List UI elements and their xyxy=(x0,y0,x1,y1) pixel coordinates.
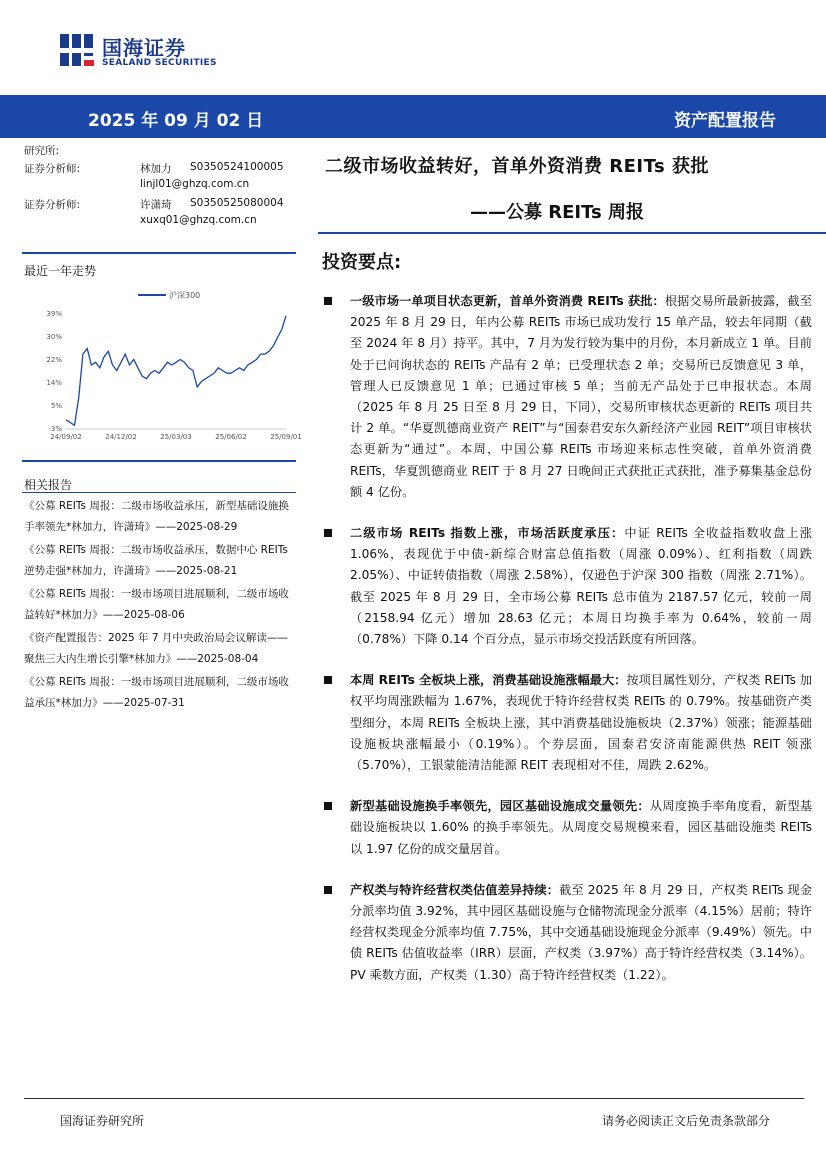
point-text: 按项目属性划分，产权类 REITs 加权平均周涨跌幅为 1.67%，表现优于特许经营权类 REITs 的 0.79%。按基础资产类型细分，本周 REITs 全板块上涨，其中消费基础设施板块（2.37%）领涨；能源基础设施板块涨幅最小（0.19%）。个券层面，国泰君安济南能源供热 REIT 领涨（5.70%），工银蒙能清洁能源 REIT 表现相对不佳，周跌 2.62%。 xyxy=(350,673,812,773)
footer-divider xyxy=(24,1098,804,1099)
chart-y-axis xyxy=(46,310,62,433)
trend-heading: 最近一年走势 xyxy=(24,264,97,278)
point-heading: 一级市场一单项目状态更新，首单外资消费 REITs 获批： xyxy=(350,294,665,308)
analyst-code: S0350525080004 xyxy=(190,197,284,209)
point-text: 根据交易所最新披露，截至 2025 年 8 月 29 日，年内公募 REITs 市场已成功发行 15 单产品，较去年同期（截至 2024 年 8 月）持平。其中，7 月为发行较为集中的月份，本月新成立 1 单。目前处于已问询状态的 REITs 产品有 2 单；已受理状态 2 单；交易所已反馈意见 3 单，管理人已反馈意见 1 单；已通过审核 5 单；当前无产品处于已申报状态。本周（2025 年 8 月 25 日至 8 月 29 日，下同），交易所审核状态更新的 REITs 项目共计 2 单。“华夏凯德商业资产 REIT”与“国泰君安东久新经济产业园 REIT”项目审核状态更新为“通过”。本周，中国公募 REITs 市场迎来标志性突破，首单外资消费 REITs，华夏凯德商业 REIT 于 8 月 27 日晚间正式获批正式获批，准予募集基金总份额 4 亿份。 xyxy=(350,294,813,499)
y-tick-label: 5% xyxy=(50,402,62,410)
y-tick-label: -3% xyxy=(48,425,62,433)
point-heading: 新型基础设施换手率领先，园区基础设施成交量领先： xyxy=(350,799,650,814)
analyst-code: S0350524100005 xyxy=(190,161,284,173)
point-heading: 产权类与特许经营权类估值差异持续： xyxy=(350,882,560,897)
bullet-icon xyxy=(324,676,332,684)
related-report-link[interactable]: 《公募 REITs 周报：一级市场项目进展顺利，二级市场收益承压*林加力》——2025-07-31 xyxy=(24,676,289,709)
point-text: 从周度换手率角度看，新型基础设施板块以 1.60% 的换手率领先。从周度交易规模来看，园区基础设施类 REITs 以 1.97 亿份的成交量居首。 xyxy=(350,799,813,856)
point-text: 中证 REITs 全收益指数收盘上涨 1.06%，表现优于中债-新综合财富总值指数（周涨 0.09%）、红利指数（周跌 2.05%）、中证转债指数（周涨 2.58%），仅逊色于沪深 300 指数（周涨 2.71%）。截至 2025 年 8 月 29 日，全市场公募 REITs 总市值为 2187.57 亿元，较前一周（2158.94 亿元）增加 28.63 亿元；本周日均换手率为 0.64%，较前一周（0.78%）下降 0.14 个百分点，显示市场交投活跃度有所回落。 xyxy=(350,526,812,647)
bullet-icon xyxy=(324,886,332,894)
point-heading: 二级市场 REITs 指数上涨，市场活跃度承压： xyxy=(350,526,625,541)
brand-mark-icon xyxy=(58,30,98,70)
analyst-email[interactable]: xuxq01@ghzq.com.cn xyxy=(140,214,257,226)
analyst-row xyxy=(24,159,296,178)
chart-legend xyxy=(138,290,200,300)
legend-label: 沪深300 xyxy=(169,291,201,300)
chart-x-axis xyxy=(50,429,301,441)
y-tick-label: 39% xyxy=(46,310,62,318)
analyst-label: 证券分析师: xyxy=(24,199,81,211)
x-tick-label: 25/09/01 xyxy=(270,433,302,441)
related-report-link[interactable]: 《公募 REITs 周报：一级市场项目进展顺利，二级市场收益转好*林加力》——2025-08-06 xyxy=(24,588,289,621)
related-list xyxy=(24,496,296,716)
footer-institute: 国海证券研究所 xyxy=(60,1114,145,1128)
brand-name-en: SEALAND SECURITIES xyxy=(102,58,217,68)
institute-label: 研究所: xyxy=(24,145,60,157)
report-type: 资产配置报告 xyxy=(674,111,776,131)
divider xyxy=(22,460,296,462)
x-tick-label: 24/12/02 xyxy=(105,433,137,441)
analyst-label: 证券分析师: xyxy=(24,163,81,175)
point-text: 截至 2025 年 8 月 29 日，产权类 REITs 现金分派率均值 3.92%，其中园区基础设施与仓储物流现金分派率（4.15%）居前；特许经营权类现金分派率均值 7.75%，其中交通基础设施现金分派率（9.49%）领先。中债 REITs 估值收益率（IRR）层面，产权类（3.97%）高于特许经营权类（3.14%）。PV 乘数方面，产权类（1.30）高于特许经营权类（1.22）。 xyxy=(350,882,813,982)
x-tick-label: 24/09/02 xyxy=(50,433,82,441)
brand-name-cn: 国海证券 xyxy=(102,36,186,60)
y-tick-label: 22% xyxy=(46,356,62,364)
related-heading: 相关报告 xyxy=(24,478,73,492)
y-tick-label: 14% xyxy=(46,379,62,387)
footer-disclaimer: 请务必阅读正文后免责条款部分 xyxy=(601,1114,770,1128)
x-tick-label: 25/03/03 xyxy=(160,433,192,441)
divider xyxy=(318,232,826,234)
analyst-name: 许潇琦 xyxy=(140,199,172,211)
analyst-name: 林加力 xyxy=(140,163,172,175)
trend-chart xyxy=(40,285,302,445)
report-subtitle: ——公募 REITs 周报 xyxy=(470,202,644,223)
y-tick-label: 30% xyxy=(46,333,62,341)
divider xyxy=(22,252,296,254)
investment-point xyxy=(322,670,812,776)
analyst-block xyxy=(24,144,296,231)
header-band xyxy=(0,95,826,138)
investment-points xyxy=(322,291,812,986)
analyst-row xyxy=(24,195,296,214)
investment-point xyxy=(322,880,812,986)
bullet-icon xyxy=(324,802,332,810)
related-report-link[interactable]: 《资产配置报告：2025 年 7 月中央政治局会议解读——聚焦三大内生增长引擎*林加力》——2025-08-04 xyxy=(24,632,288,665)
investment-point xyxy=(322,523,812,650)
investment-point xyxy=(322,796,812,860)
report-title: 二级市场收益转好，首单外资消费 REITs 获批 xyxy=(325,156,709,177)
point-heading: 本周 REITs 全板块上涨，消费基础设施涨幅最大： xyxy=(350,673,627,688)
related-report-link[interactable]: 《公募 REITs 周报：二级市场收益承压，数据中心 REITs 逆势走强*林加力，许潇琦》——2025-08-21 xyxy=(24,544,288,577)
x-tick-label: 25/06/02 xyxy=(215,433,247,441)
investment-point xyxy=(322,291,812,503)
brand-logo xyxy=(58,30,228,72)
chart-series-line xyxy=(66,316,286,426)
bullet-icon xyxy=(324,297,332,305)
analyst-email[interactable]: linjl01@ghzq.com.cn xyxy=(140,178,250,190)
bullet-icon xyxy=(324,529,332,537)
investment-heading: 投资要点: xyxy=(322,252,402,273)
related-report-link[interactable]: 《公募 REITs 周报：二级市场收益承压，新型基础设施换手率领先*林加力，许潇琦》——2025-08-29 xyxy=(24,500,289,533)
report-date: 2025 年 09 月 02 日 xyxy=(88,111,264,131)
divider xyxy=(22,492,296,493)
